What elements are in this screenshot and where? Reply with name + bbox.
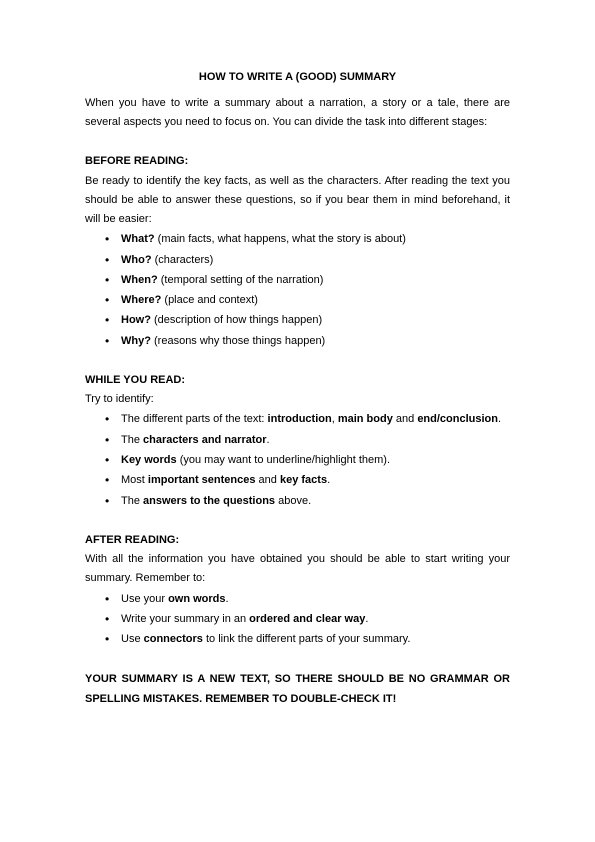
spacer xyxy=(85,649,510,669)
list-item: • Why? (reasons why those things happen) xyxy=(105,331,510,351)
list-item: • How? (description of how things happen) xyxy=(105,310,510,330)
before-reading-list xyxy=(85,229,510,351)
while-reading-text: Try to identify: xyxy=(85,393,154,406)
spacer xyxy=(85,511,510,531)
after-reading-text: With all the information you have obtained you should be able to start writing your summary. Remember to: xyxy=(85,553,510,585)
after-reading-heading: AFTER READING: xyxy=(85,533,180,546)
while-reading-list xyxy=(85,409,510,510)
spacer xyxy=(85,132,510,152)
list-item: • Use connectors to link the different parts of your summary. xyxy=(105,629,510,649)
spacer xyxy=(85,351,510,371)
after-reading-list xyxy=(85,589,510,650)
list-item: • The characters and narrator. xyxy=(105,430,510,450)
list-item: • Use your own words. xyxy=(105,589,510,609)
list-item: • When? (temporal setting of the narration) xyxy=(105,270,510,290)
list-item: • The different parts of the text: introduction, main body and end/conclusion. xyxy=(105,409,510,429)
before-reading-text: Be ready to identify the key facts, as well as the characters. After reading the text you should be able to answer these questions, so if you bear them in mind beforehand, it will be easier: xyxy=(85,174,510,226)
list-item: • Key words (you may want to underline/highlight them). xyxy=(105,450,510,470)
document-title: HOW TO WRITE A (GOOD) SUMMARY xyxy=(198,71,397,83)
list-item: • The answers to the questions above. xyxy=(105,491,510,511)
list-item: • Most important sentences and key facts. xyxy=(105,470,510,490)
list-item: • Where? (place and context) xyxy=(105,290,510,310)
final-warning: YOUR SUMMARY IS A NEW TEXT, SO THERE SHOULD BE NO GRAMMAR OR SPELLING MISTAKES. REMEMBER TO DOUBLE-CHECK IT! xyxy=(85,673,510,706)
intro-paragraph: When you have to write a summary about a narration, a story or a tale, there are several aspects you need to focus on. You can divide the task into different stages: xyxy=(85,97,510,129)
list-item: • Who? (characters) xyxy=(105,250,510,270)
while-reading-heading: WHILE YOU READ: xyxy=(85,374,186,386)
list-item: • Write your summary in an ordered and clear way. xyxy=(105,609,510,629)
before-reading-heading: BEFORE READING: xyxy=(85,155,189,168)
list-item: • What? (main facts, what happens, what the story is about) xyxy=(105,229,510,249)
